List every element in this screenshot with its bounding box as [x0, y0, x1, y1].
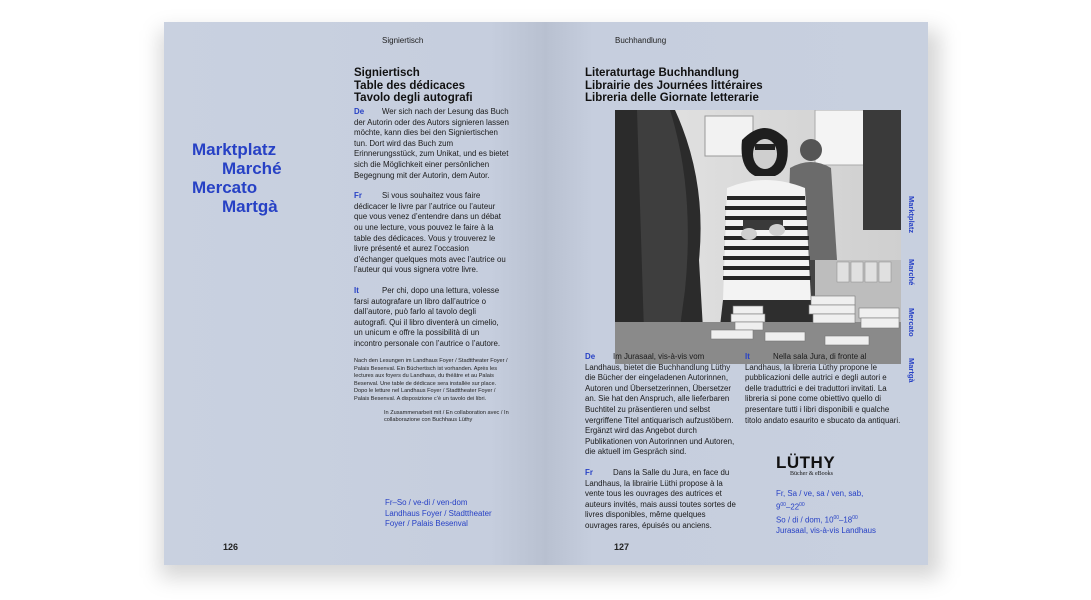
paragraph-de [585, 352, 737, 458]
heading-line: Table des dédicaces [354, 79, 466, 92]
paragraph-de [354, 107, 509, 181]
body-column-right [745, 352, 903, 426]
running-head: Buchhandlung [615, 36, 667, 45]
hours-line: Fr, Sa / ve, sa / ven, sab, [776, 489, 864, 498]
page-number: 127 [614, 542, 630, 552]
vertical-nav-item: Mercato [907, 308, 916, 337]
paragraph-text: Wer sich nach der Lesung das Buch der Autorin oder des Autors signieren lassen möchte, kann dies bei den Signiertischen tun. Dort wird das Buch zum Erinnerungsstück, zum Unikat, und es bietet sich die Möglichkeit einer persönlichen Begegnung mit der Autorin, dem Autor. [354, 107, 509, 180]
lang-label: De [354, 107, 365, 116]
section-title-line: Marché [222, 159, 282, 178]
schedule-block [385, 498, 535, 530]
body-column-left [585, 352, 737, 532]
section-title-line: Martgà [222, 197, 278, 216]
lang-label: De [585, 352, 596, 361]
time-sup: 00 [799, 501, 805, 508]
section-title-line: Mercato [192, 178, 258, 197]
time-text: 9 [776, 502, 781, 512]
paragraph-fr [585, 468, 737, 532]
time-text: So / di / dom, 10 [776, 515, 834, 525]
schedule-line: Fr–So / ve-di / ven-dom [385, 498, 468, 507]
vertical-section-nav [907, 196, 921, 396]
heading-line: Libreria delle Giornate letterarie [585, 92, 759, 104]
section-title [192, 140, 282, 216]
vertical-nav-item: Martgà [907, 358, 916, 383]
paragraph-text: Per chi, dopo una lettura, volesse farsi autografare un libro dall’autrice o dall’autore, può farlo al tavolo degli autografi. Qui il libro diventerà un cimelio, un unicum e offre la possibilità di un incontro personale con l’autrice o l’autore. [354, 285, 501, 348]
logo-wordmark: LÜTHY [776, 453, 836, 472]
heading-line: Tavolo degli autografi [354, 92, 473, 104]
lang-label: It [745, 352, 750, 361]
paragraph-text: Nella sala Jura, di fronte al Landhaus, la libreria Lüthy propone le pubblicazioni delle autrici e degli autori e delle traduttrici e dei traduttori invitati. La libreria si pone come obiettivo quello di presentare tutti i libri disponibili e qualche titolo andato esaurito e sbucato da antiquari. [745, 352, 901, 425]
page-number: 126 [223, 542, 239, 552]
time-text: –18 [839, 515, 853, 525]
body-column [354, 107, 509, 425]
heading-line: Signiertisch [354, 67, 420, 79]
collaboration-note: In Zusammenarbeit mit / En collaboration avec / In collaborazione con Buchhaus Lüthy [384, 409, 509, 424]
paragraph-it [745, 352, 903, 426]
time-sup: 00 [852, 514, 858, 521]
hours-line [776, 513, 911, 526]
article-heading [354, 67, 539, 105]
heading-line: Librairie des Journées littéraires [585, 79, 763, 92]
hours-line: Jurasaal, vis-à-vis Landhaus [776, 525, 876, 535]
schedule-line: Foyer / Palais Besenval [385, 519, 468, 528]
paragraph-fr [354, 191, 509, 276]
bookstore-photo [615, 110, 901, 364]
vertical-nav-item: Marché [907, 259, 916, 286]
lang-label: It [354, 285, 359, 295]
left-page [164, 22, 547, 565]
time-sup: 00 [780, 501, 786, 508]
lang-label: Fr [585, 467, 593, 477]
hours-line [776, 500, 911, 513]
logo-tagline: Bücher & eBooks [790, 471, 833, 477]
paragraph-text: Im Jurasaal, vis-à-vis vom Landhaus, bietet die Buchhandlung Lüthy die Bücher der eingeladenen Autorinnen, Autoren und Übersetzerinnen, Übersetzer an. Sie hat den Anspruch, alle lieferbaren Buchtitel zu präsentieren und selbst vergriffene Titel antiquarisch aufzustöbern. Ergänzt wird das Angebot durch Publikationen von Autorinnen und Autoren, die aktuell im Gespräch sind. [585, 352, 735, 457]
time-sup: 00 [833, 514, 840, 521]
section-title-line: Marktplatz [192, 140, 277, 159]
paragraph-it [354, 286, 509, 350]
time-text: –22 [785, 502, 800, 512]
paragraph-text: Si vous souhaitez vous faire dédicacer le livre par l’autrice ou l’auteur que vous venez d’entendre dans un débat ou une lecture, vous pouvez le faire à la table des dédicaces. Vous y trouverez le livre présenté et aurez l’occasion d’échanger quelques mots avec l’autrice ou l’auteur qui vous signera votre livre. [354, 191, 506, 275]
venue-note: Nach den Lesungen im Landhaus Foyer / Stadttheater Foyer / Palais Besenval. Ein Büchertisch ist vorhanden. Après les lectures aux foyers du Landhaus, du théâtre et au Palais Besenval. Une table de dédicace sera installée sur place. Dopo le letture nel Landhaus Foyer / Stadttheater Foyer / Palais Besenval. A disposizione c’è un tavolo dei libri. [354, 358, 508, 402]
paragraph-text: Dans la Salle du Jura, en face du Landhaus, la librairie Lüthi propose à la vente tous les ouvrages des autrices et auteurs invités, mais aussi toutes sortes de livres disponibles, même quelques ouvrages rares, épuisés ou anciens. [585, 467, 736, 530]
running-head: Signiertisch [382, 36, 424, 45]
right-page [547, 22, 928, 565]
vertical-nav-item: Marktplatz [907, 196, 916, 234]
article-heading [585, 67, 885, 105]
luethy-logo [776, 454, 835, 477]
opening-hours [776, 489, 911, 536]
heading-line: Literaturtage Buchhandlung [585, 67, 739, 79]
lang-label: Fr [354, 191, 362, 201]
schedule-line: Landhaus Foyer / Stadttheater [385, 508, 492, 518]
photo-illustration [615, 110, 901, 364]
